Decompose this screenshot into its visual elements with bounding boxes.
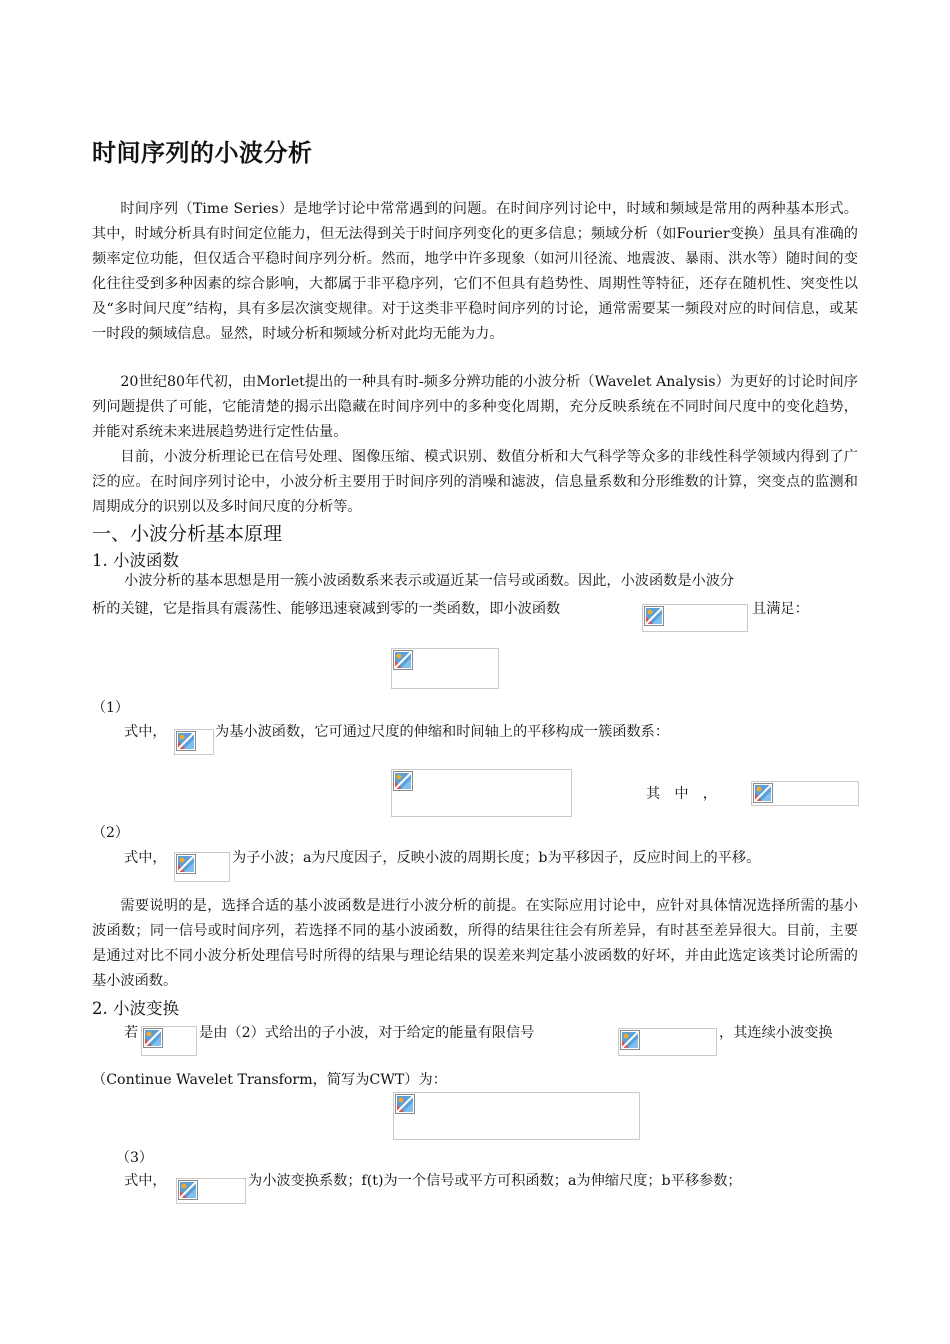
broken-image-icon bbox=[620, 1030, 640, 1050]
formula-image-where bbox=[751, 781, 859, 806]
subsection-heading-wavelet-transform: 2. 小波变换 bbox=[92, 999, 179, 1018]
formula-image-psi-t bbox=[642, 604, 748, 632]
formula-image-eq1 bbox=[391, 648, 499, 689]
broken-image-icon bbox=[176, 731, 196, 751]
equation-number-2: （2） bbox=[92, 825, 129, 841]
formula-image-eq3 bbox=[393, 1092, 640, 1140]
intro-paragraph-3: 目前，小波分析理论已在信号处理、图像压缩、模式识别、数值分析和大气科学等众多的非线性科学领域内得到了广泛的应。在时间序列讨论中，小波分析主要用于时间序列的消噪和滤波，信息量系数和分形维数的计算，突变点的监测和周期成分的识别以及多时间尺度的分析等。 bbox=[92, 449, 858, 515]
coefficient-line-b: 为小波变换系数；f(t)为一个信号或平方可积函数；a为伸缩尺度；b平移参数； bbox=[248, 1173, 742, 1189]
formula-image-psi-ab bbox=[174, 852, 230, 882]
broken-image-icon bbox=[753, 783, 773, 803]
transform-line-1a: 若 bbox=[124, 1025, 139, 1041]
formula-image-wf bbox=[176, 1178, 246, 1204]
broken-image-icon bbox=[143, 1028, 163, 1048]
formula-image-psi-ab-2 bbox=[141, 1026, 197, 1056]
broken-image-icon bbox=[644, 606, 664, 626]
where-label: 其 中 ， bbox=[646, 786, 717, 802]
broken-image-icon bbox=[393, 771, 413, 791]
wavelet-function-line-2b: 且满足： bbox=[752, 601, 809, 617]
intro-paragraph-1: 时间序列（Time Series）是地学讨论中常常遇到的问题。在时间序列讨论中，时域和频域是常用的两种基本形式。其中，时域分析具有时间定位能力，但无法得到关于时间序列变化的更多信息；频域分析（如Fourier变换）虽具有准确的频率定位功能，但仅适合平稳时间序列分析。然而，地学中许多现象（如河川径流、地震波、暴雨、洪水等）随时间的变化往往受到多种因素的综合影响，大都属于非平稳序列，它们不但具有趋势性、周期性等特征，还存在随机性、突变性以及“多时间尺度”结构，具有多层次演变规律。对于这类非平稳时间序列的讨论，通常需要某一频段对应的时间信息，或某一时段的频域信息。显然，时域分析和频域分析对此均无能为力。 bbox=[92, 201, 858, 342]
broken-image-icon bbox=[176, 854, 196, 874]
base-wavelet-selection-paragraph: 需要说明的是，选择合适的基小波函数是进行小波分析的前提。在实际应用讨论中，应针对具体情况选择所需的基小波函数；同一信号或时间序列，若选择不同的基小波函数，所得的结果往往会有所差异，有时甚至差异很大。目前，主要是通过对比不同小波分析处理信号时所得的结果与理论结果的误差来判定基小波函数的好坏，并由此选定该类讨论所需的基小波函数。 bbox=[92, 898, 858, 989]
sub-wavelet-line-b: 为子小波；a为尺度因子，反映小波的周期长度；b为平移因子，反应时间上的平移。 bbox=[232, 850, 761, 866]
formula-image-eq2 bbox=[391, 769, 572, 817]
sub-wavelet-line-a: 式中， bbox=[124, 850, 167, 866]
document-title: 时间序列的小波分析 bbox=[92, 139, 313, 167]
equation-number-3: （3） bbox=[116, 1150, 153, 1166]
wavelet-function-line-1: 小波分析的基本思想是用一簇小波函数系来表示或逼近某一信号或函数。因此，小波函数是小波分 bbox=[124, 573, 735, 589]
coefficient-line-a: 式中， bbox=[124, 1173, 167, 1189]
broken-image-icon bbox=[178, 1180, 198, 1200]
formula-image-signal bbox=[618, 1028, 717, 1056]
broken-image-icon bbox=[395, 1094, 415, 1114]
transform-line-1b: 是由（2）式给出的子小波，对于给定的能量有限信号 bbox=[199, 1025, 535, 1041]
base-wavelet-line-a: 式中， bbox=[124, 724, 167, 740]
transform-line-1c: ，其连续小波变换 bbox=[719, 1025, 833, 1041]
formula-image-psi bbox=[174, 729, 214, 755]
wavelet-function-line-2a: 析的关键，它是指具有震荡性、能够迅速衰减到零的一类函数，即小波函数 bbox=[92, 601, 561, 617]
transform-line-2: （Continue Wavelet Transform，简写为CWT）为： bbox=[92, 1072, 447, 1088]
section-heading-principles: 一、小波分析基本原理 bbox=[92, 523, 283, 545]
intro-paragraph-2: 20世纪80年代初，由Morlet提出的一种具有时-频多分辨功能的小波分析（Wavelet Analysis）为更好的讨论时间序列问题提供了可能，它能清楚的揭示出隐藏在时间序列中的多种变化周期，充分反映系统在不同时间尺度中的变化趋势，并能对系统未来进展趋势进行定性估量。 bbox=[92, 374, 858, 440]
equation-number-1: （1） bbox=[92, 700, 129, 716]
broken-image-icon bbox=[393, 650, 413, 670]
subsection-heading-wavelet-function: 1. 小波函数 bbox=[92, 551, 179, 570]
base-wavelet-line-b: 为基小波函数，它可通过尺度的伸缩和时间轴上的平移构成一簇函数系： bbox=[215, 724, 670, 740]
